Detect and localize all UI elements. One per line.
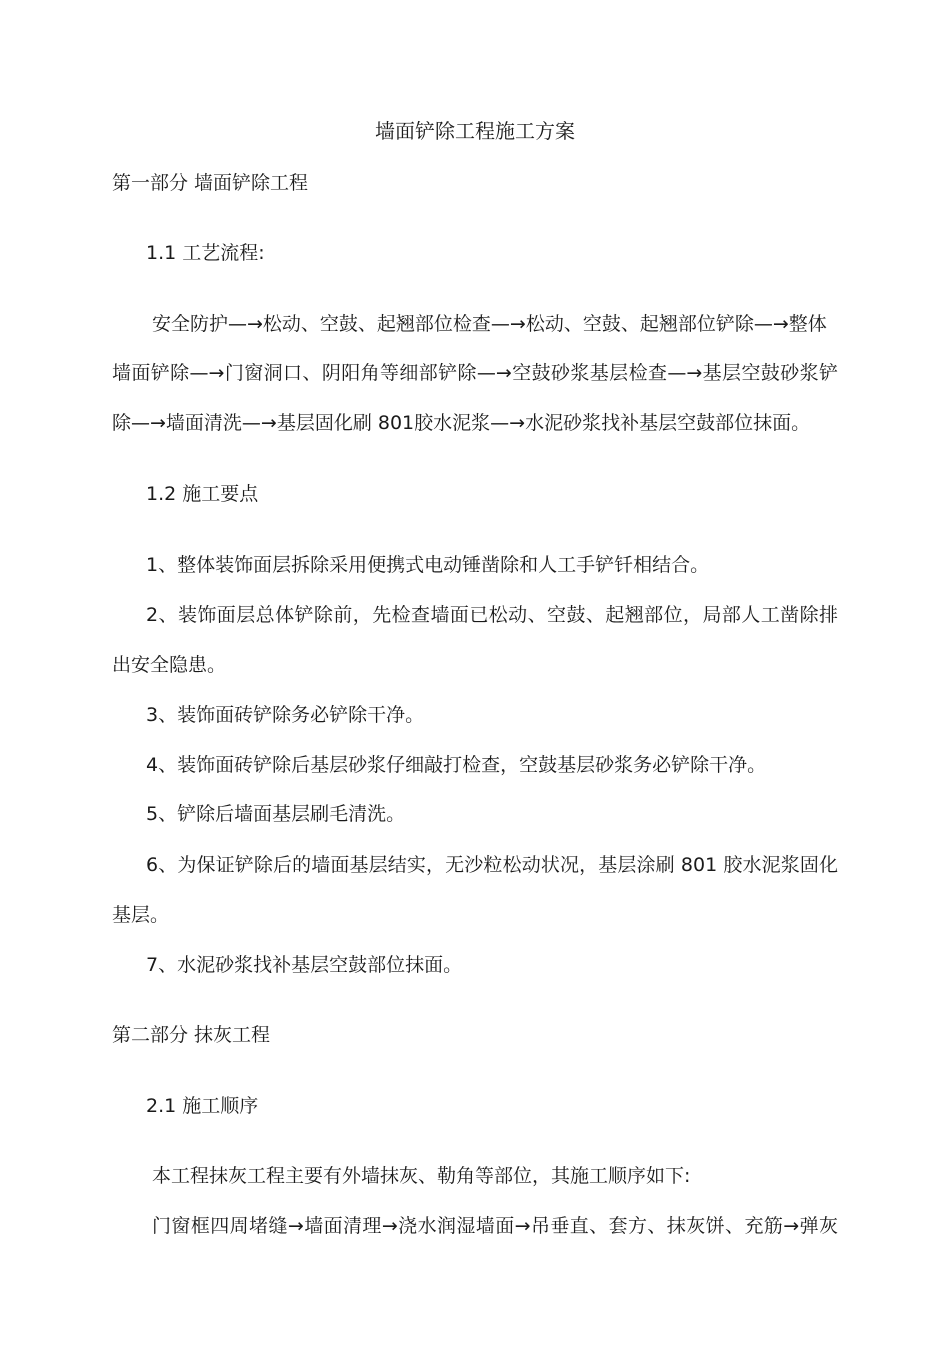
order-line-2: 门窗框四周堵缝→墙面清理→浇水润湿墙面→吊垂直、套方、抹灰饼、充筋→弹灰 bbox=[152, 1215, 838, 1237]
process-line-1: 安全防护—→松动、空鼓、起翘部位检查—→松动、空鼓、起翘部位铲除—→整体 bbox=[152, 313, 827, 335]
point-6: 6、为保证铲除后的墙面基层结实，无沙粒松动状况，基层涂刷 801 胶水泥浆固化 bbox=[146, 854, 838, 876]
point-3: 3、装饰面砖铲除务必铲除干净。 bbox=[146, 704, 425, 726]
point-1: 1、整体装饰面层拆除采用便携式电动锤凿除和人工手铲钎相结合。 bbox=[146, 554, 710, 576]
point-5: 5、铲除后墙面基层刷毛清洗。 bbox=[146, 803, 406, 825]
point-4: 4、装饰面砖铲除后基层砂浆仔细敲打检查，空鼓基层砂浆务必铲除干净。 bbox=[146, 754, 767, 776]
point-6-cont: 基层。 bbox=[112, 904, 170, 926]
process-line-2: 墙面铲除—→门窗洞口、阴阳角等细部铲除—→空鼓砂浆基层检查—→基层空鼓砂浆铲 bbox=[112, 362, 838, 384]
order-line-1: 本工程抹灰工程主要有外墙抹灰、勒角等部位，其施工顺序如下: bbox=[152, 1165, 691, 1187]
section-1-1-heading: 1.1 工艺流程: bbox=[146, 242, 265, 264]
part1-heading: 第一部分 墙面铲除工程 bbox=[112, 172, 309, 194]
section-2-1-heading: 2.1 施工顺序 bbox=[146, 1095, 259, 1117]
process-line-3: 除—→墙面清洗—→基层固化刷 801胶水泥浆—→水泥砂浆找补基层空鼓部位抹面。 bbox=[112, 412, 811, 434]
point-2-cont: 出安全隐患。 bbox=[112, 654, 227, 676]
point-2: 2、装饰面层总体铲除前，先检查墙面已松动、空鼓、起翘部位，局部人工凿除排 bbox=[146, 604, 838, 626]
part2-heading: 第二部分 抹灰工程 bbox=[112, 1024, 271, 1046]
point-7: 7、水泥砂浆找补基层空鼓部位抹面。 bbox=[146, 954, 463, 976]
page-title: 墙面铲除工程施工方案 bbox=[375, 119, 575, 143]
section-1-2-heading: 1.2 施工要点 bbox=[146, 483, 259, 505]
